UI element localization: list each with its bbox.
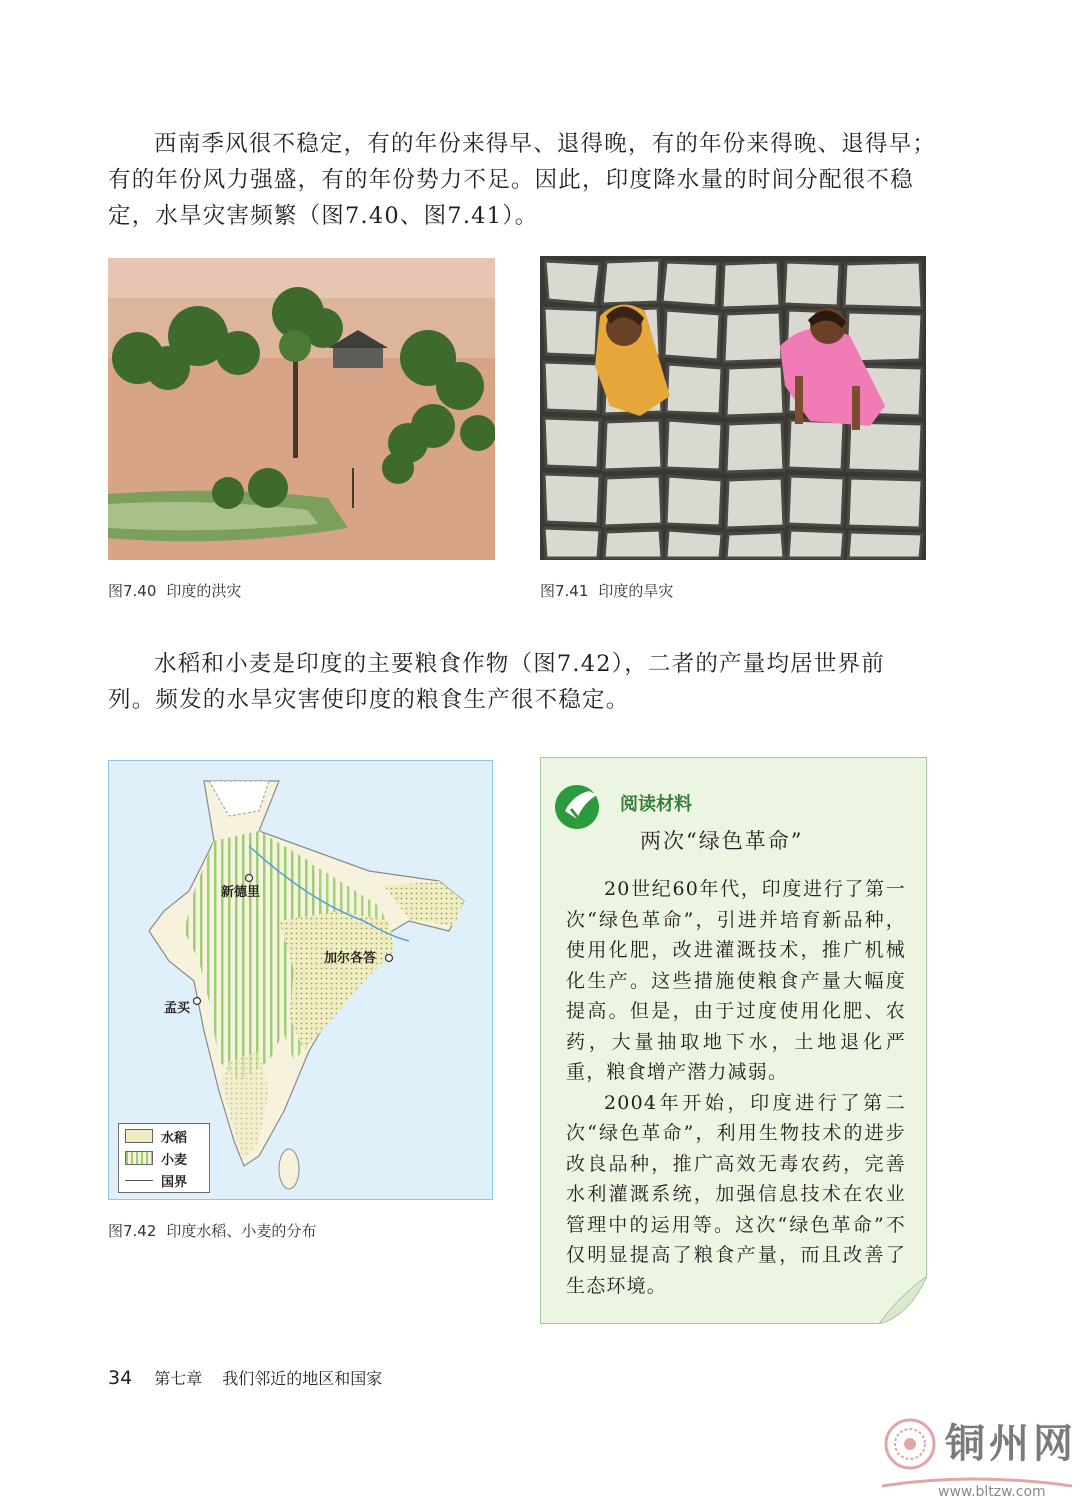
- paragraph-crops: [108, 646, 938, 718]
- page-number: 34: [108, 1367, 133, 1389]
- caption-map: [108, 1220, 316, 1241]
- text-line: 水稻和小麦是印度的主要粮食作物（图7.42），二者的产量均居世界前: [154, 651, 885, 677]
- text-line: 有的年份风力强盛，有的年份势力不足。因此，印度降水量的时间分配很不稳: [108, 167, 914, 193]
- figure-label: 图7.42: [108, 1222, 157, 1240]
- legend-item-wheat: [125, 1150, 187, 1166]
- text-line: 定，水旱灾害频繁（图7.40、图7.41）。: [108, 203, 539, 229]
- chapter-number: 第七章: [154, 1369, 203, 1388]
- border-swatch: [125, 1180, 153, 1181]
- legend-label: 国界: [161, 1174, 188, 1190]
- reading-paragraph: 20世纪60年代，印度进行了第一次“绿色革命”，引进并培育新品种，使用化肥，改进灌溉技术，推广机械化生产。这些措施使粮食产量大幅度提高。但是，由于过度使用化肥、农药，大量抽取地下水，土地退化严重，粮食增产潜力减弱。: [566, 878, 906, 1083]
- reading-material-icon: [553, 781, 609, 833]
- chapter-title: 我们邻近的地区和国家: [222, 1369, 383, 1388]
- legend-label: 水稻: [161, 1130, 188, 1146]
- caption-flood: [108, 580, 241, 601]
- page-footer: [108, 1366, 382, 1389]
- drought-photo: [540, 256, 926, 560]
- reading-body: [566, 874, 906, 1301]
- legend-item-border: [125, 1172, 187, 1188]
- reading-title: 阅读材料: [620, 794, 692, 815]
- caption-text: 印度的旱灾: [598, 582, 674, 600]
- city-label-mumbai: 孟买: [164, 1001, 191, 1016]
- reading-subtitle: 两次“绿色革命”: [640, 829, 804, 853]
- caption-text: 印度的洪灾: [166, 582, 242, 600]
- legend-item-rice: [125, 1128, 187, 1144]
- paragraph-monsoon: [108, 126, 938, 234]
- reading-paragraph: 2004年开始，印度进行了第二次“绿色革命”，利用生物技术的进步改良品种，推广高效无毒农药，完善水利灌溉系统，加强信息技术在农业管理中的运用等。这次“绿色革命”不仅明显提高了粮食产量，而且改善了生态环境。: [566, 1091, 906, 1297]
- caption-drought: [540, 580, 673, 601]
- city-label-delhi: 新德里: [221, 885, 261, 900]
- rice-swatch: [125, 1129, 153, 1143]
- text-line: 西南季风很不稳定，有的年份来得早、退得晚，有的年份来得晚、退得早；: [154, 131, 937, 157]
- wheat-swatch: [125, 1151, 153, 1165]
- legend-label: 小麦: [161, 1152, 188, 1168]
- map-legend: [118, 1123, 210, 1193]
- flood-photo: [108, 258, 495, 560]
- figure-label: 图7.40: [108, 582, 157, 600]
- watermark-text: 铜州网: [945, 1420, 1077, 1467]
- caption-text: 印度水稻、小麦的分布: [166, 1222, 317, 1240]
- city-label-kolkata: 加尔各答: [324, 951, 377, 966]
- watermark-url: www.bltzw.com: [938, 1484, 1046, 1500]
- text-line: 列。频发的水旱灾害使印度的粮食生产很不稳定。: [108, 687, 630, 713]
- figure-label: 图7.41: [540, 582, 589, 600]
